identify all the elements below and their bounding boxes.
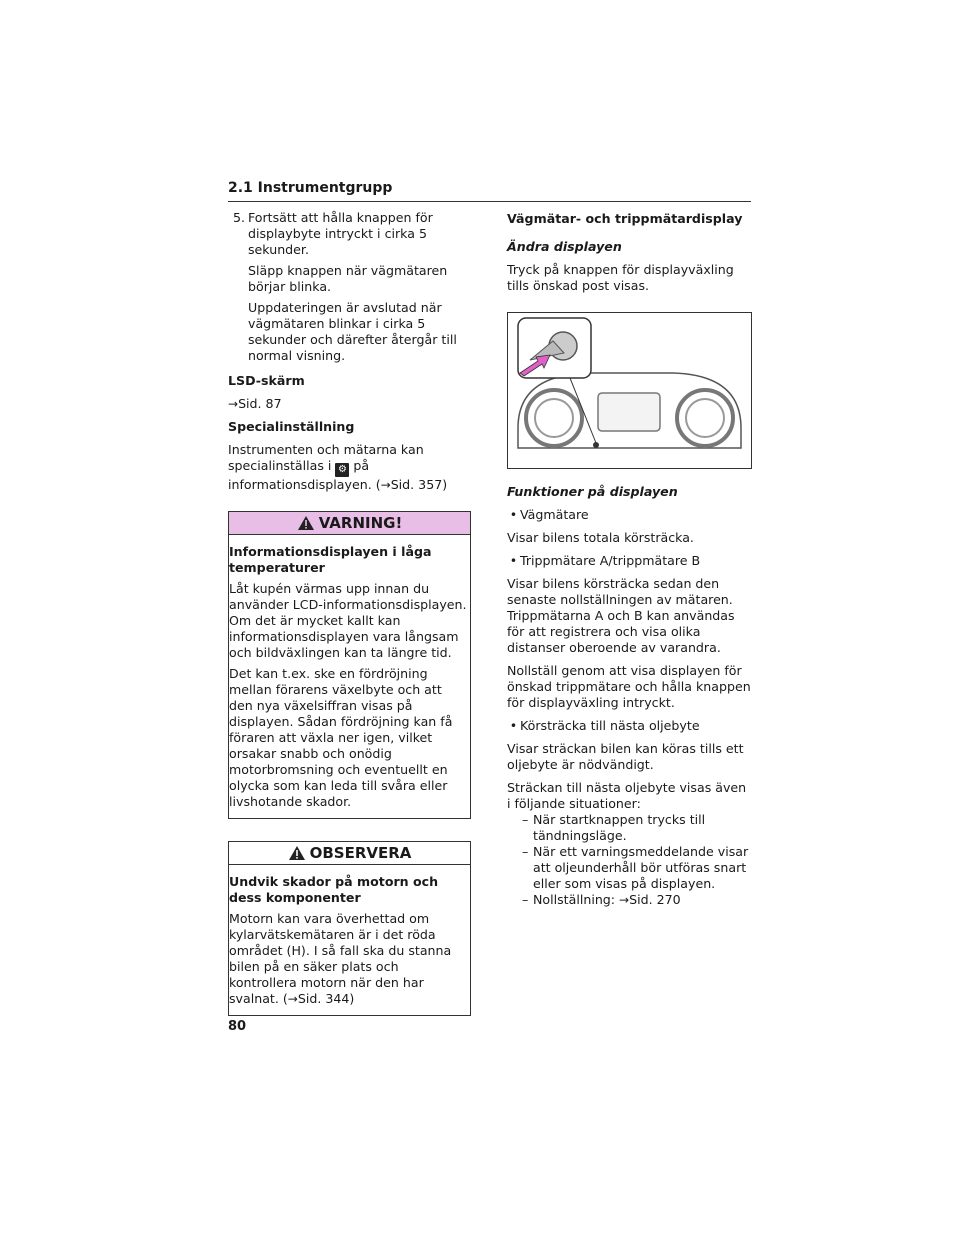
bullet-tripmeter (507, 553, 752, 569)
special-close: ) (442, 477, 448, 492)
instrument-cluster-illustration (507, 312, 752, 469)
dash-item (507, 844, 752, 892)
bullet-description: Sträckan till nästa oljebyte visas även i följande situationer: (507, 780, 747, 811)
section-header (228, 179, 751, 202)
arrow-right-icon: → (228, 397, 239, 411)
notice-close: ) (349, 991, 355, 1006)
special-paragraph (228, 442, 471, 493)
dash-ref[interactable]: Sid. 270 (629, 892, 681, 907)
dash-mark: – (522, 892, 529, 907)
special-ref[interactable]: Sid. 357 (390, 477, 443, 492)
special-heading: Specialinställning (228, 419, 355, 434)
warning-paragraph: Det kan t.ex. ske en fördröjning mellan förarens växelbyte och att den nya växelsiffran visas på displayen. Sådan fördröjning kan få föraren att växla ner igen, vilket orsakar snabb och onödig motorbromsning och eventuellt en olycka som kan leda till svåra eller livshotande skador. (229, 666, 453, 809)
section-title: 2.1 Instrumentgrupp (228, 180, 393, 196)
notice-body (229, 865, 470, 1015)
dash-text: Nollställning: (533, 892, 620, 907)
notice-paragraph (229, 911, 467, 1007)
notice-header (229, 842, 470, 865)
page-number: 80 (228, 1019, 247, 1034)
warning-icon (297, 515, 315, 531)
dash-text: När ett varningsmeddelande visar att oljeunderhåll bör utföras snart eller som visas på displayen. (533, 844, 749, 891)
dash-item (507, 892, 752, 908)
arrow-right-icon: → (287, 992, 298, 1006)
left-column (228, 210, 471, 1016)
bullet-dot-icon: • (509, 553, 518, 568)
step-number: 5. (232, 210, 245, 225)
warning-subtitle: Informationsdisplayen i låga temperaturer (229, 544, 432, 575)
step-paragraph: Släpp knappen när vägmätaren börjar blinka. (248, 263, 448, 294)
bullet-label: Körsträcka till nästa oljebyte (520, 718, 700, 733)
warning-title: VARNING! (318, 514, 403, 532)
caution-icon (288, 845, 306, 861)
bullet-description: Visar bilens körsträcka sedan den senaste nollställningen av mätaren. Trippmätarna A och B kan användas för att registrera och visa olika distanser oberoende av varandra. (507, 576, 735, 655)
bullet-description: Visar bilens totala körsträcka. (507, 530, 694, 545)
dash-mark: – (522, 844, 529, 859)
warning-box (228, 511, 471, 819)
bullet-label: Vägmätare (520, 507, 589, 522)
bullet-description: Visar sträckan bilen kan köras tills ett oljebyte är nödvändigt. (507, 741, 744, 772)
step-5 (228, 210, 471, 369)
special-text-2: på informationsdisplayen. ( (228, 458, 381, 492)
dash-item (507, 812, 752, 844)
bullet-oil-change (507, 718, 752, 734)
step-paragraph: Uppdateringen är avslutad när vägmätaren blinkar i cirka 5 sekunder och därefter återgår till normal visning. (248, 300, 457, 363)
intro-paragraph: Tryck på knappen för displayväxling tills önskad post visas. (507, 262, 734, 293)
notice-box (228, 841, 471, 1016)
arrow-right-icon: → (380, 478, 391, 492)
settings-icon: ⚙ (335, 463, 349, 477)
special-text-1: Instrumenten och mätarna kan specialinställas i (228, 442, 424, 473)
bullet-odometer (507, 507, 752, 523)
dash-mark: – (522, 812, 529, 827)
arrow-right-icon: → (619, 893, 630, 907)
warning-paragraph: Låt kupén värmas upp innan du använder LCD-informationsdisplayen. Om det är mycket kallt kan informationsdisplayen vara långsam och bildväxlingen kan ta längre tid. (229, 581, 467, 660)
notice-ref[interactable]: Sid. 344 (297, 991, 350, 1006)
step-body (248, 210, 471, 369)
right-column (507, 210, 752, 908)
bullet-description: Nollställ genom att visa displayen för önskad trippmätare och hålla knappen för displayväxling intryckt. (507, 663, 751, 710)
change-display-subheading: Ändra displayen (507, 239, 622, 254)
dash-text: När startknappen trycks till tändningsläge. (533, 812, 706, 843)
functions-heading: Funktioner på displayen (507, 484, 678, 499)
lsd-heading: LSD-skärm (228, 373, 305, 388)
notice-title: OBSERVERA (309, 844, 412, 862)
cluster-drawing (508, 313, 751, 468)
odometer-heading: Vägmätar- och trippmätardisplay (507, 211, 743, 226)
notice-text: Motorn kan vara överhettad om kylarvätskemätaren är i det röda området (H). I så fall ska du stanna bilen på en säker plats och kontrollera motorn när den har svalnat. ( (229, 911, 452, 1006)
warning-body (229, 535, 470, 818)
warning-header (229, 512, 470, 535)
lsd-ref-text: Sid. 87 (238, 396, 282, 411)
notice-subtitle: Undvik skador på motorn och dess komponenter (229, 874, 439, 905)
lsd-reference[interactable] (228, 396, 471, 412)
bullet-dot-icon: • (509, 718, 518, 733)
bullet-dot-icon: • (509, 507, 518, 522)
step-paragraph: Fortsätt att hålla knappen för displaybyte intryckt i cirka 5 sekunder. (248, 210, 433, 257)
bullet-label: Trippmätare A/trippmätare B (520, 553, 701, 568)
